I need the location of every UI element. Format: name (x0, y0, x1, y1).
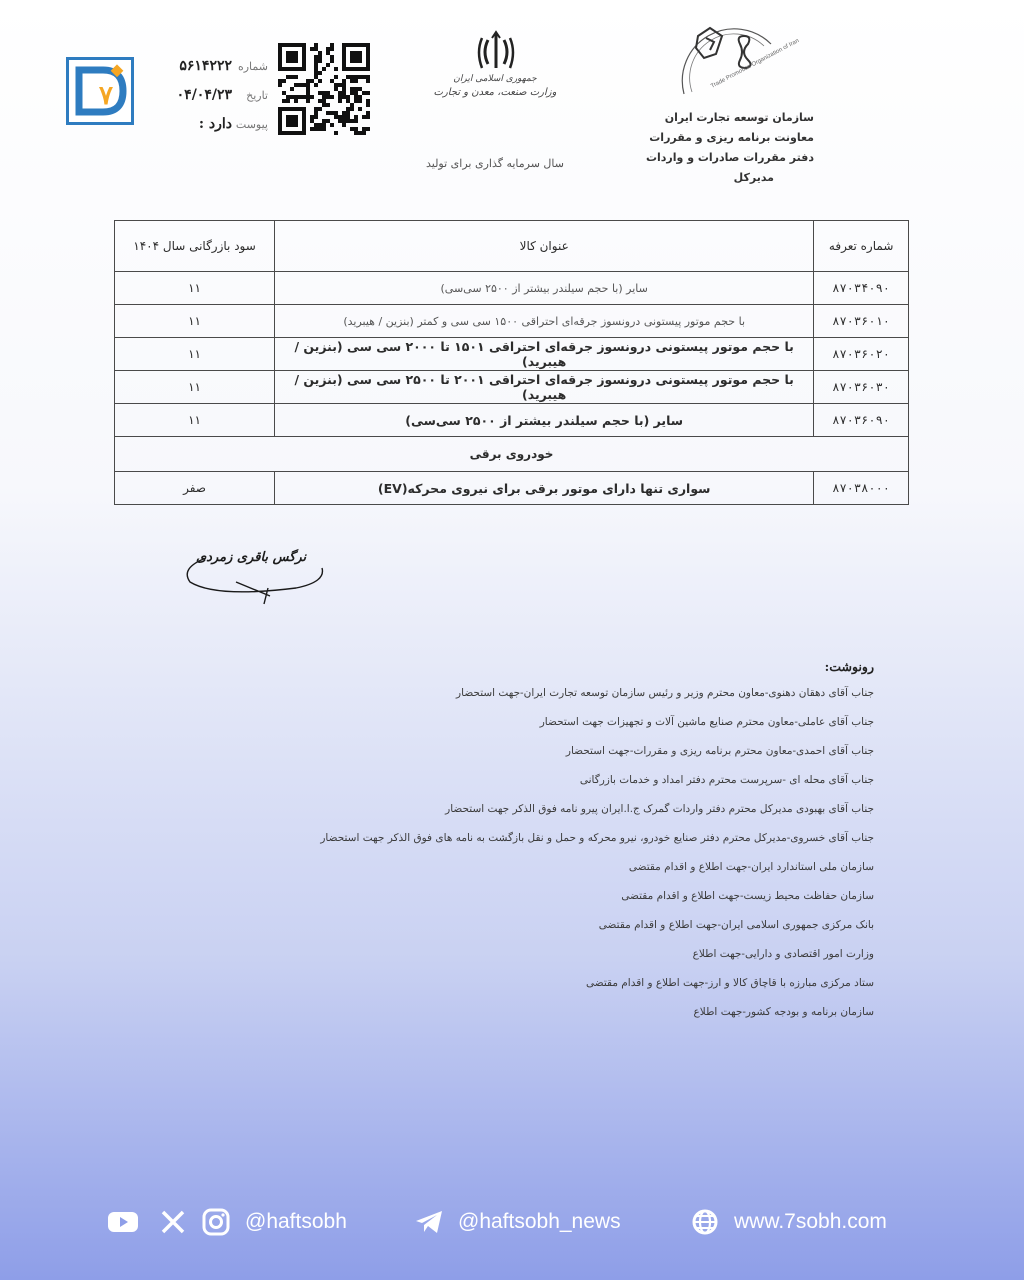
tariff-code: ۸۷۰۳۶۰۱۰ (814, 305, 909, 338)
letter-number-row (150, 58, 268, 87)
letter-date-label: تاریخ (246, 89, 268, 102)
table-header-row (115, 221, 909, 272)
svg-text:۷: ۷ (99, 80, 113, 110)
cc-item: ستاد مرکزی مبارزه با قاچاق کالا و ارز-جهت اطلاع و اقدام مقتضی (585, 977, 874, 989)
table-row (115, 272, 909, 305)
goods-title: با حجم موتور پیستونی درونسوز جرقه‌ای احتراقی ۱۵۰۰ سی سی و کمتر (بنزین / هیبرید) (275, 305, 814, 338)
goods-title: سایر (با حجم سیلندر بیشتر از ۲۵۰۰ سی‌سی) (275, 404, 814, 437)
tariff-code: ۸۷۰۳۶۰۳۰ (814, 371, 909, 404)
instagram-link[interactable] (201, 1200, 347, 1244)
x-link[interactable] (158, 1200, 188, 1244)
goods-title: با حجم موتور پیستونی درونسوز جرقه‌ای احتراقی ۱۵۰۱ تا ۲۰۰۰ سی سی (بنزین / هیبرید) (275, 338, 814, 371)
letter-attachment-row (150, 116, 268, 145)
ministry-heading (420, 74, 570, 98)
iran-emblem-icon (472, 30, 520, 72)
telegram-handle: @haftsobh_news (458, 1210, 621, 1233)
letter-attachment-value: : دارد (198, 116, 232, 132)
cc-item: جناب آقای عاملی-معاون محترم صنایع ماشین آلات و تجهیزات جهت استحضار (539, 716, 874, 728)
header-commercial-profit: سود بازرگانی سال ۱۴۰۴ (115, 221, 275, 272)
signatory-name: نرگس باقری زمردی (196, 550, 307, 565)
profit-rate: صفر (115, 472, 275, 505)
cc-item: جناب آقای محله ای -سرپرست محترم دفتر امداد و خدمات بازرگانی (579, 774, 874, 786)
cc-item: جناب آقای دهقان دهنوی-معاون محترم وزیر و رئیس سازمان توسعه تجارت ایران-جهت استحضار (456, 687, 874, 699)
signature (176, 538, 336, 608)
tariff-code: ۸۷۰۳۴۰۹۰ (814, 272, 909, 305)
cc-item: سازمان برنامه و بودجه کشور-جهت اطلاع (693, 1006, 874, 1018)
tariff-code: ۸۷۰۳۶۰۹۰ (814, 404, 909, 437)
table-row (115, 338, 909, 371)
publisher-logo (66, 57, 134, 125)
social-handle: @haftsobh (245, 1210, 347, 1233)
goods-title: سایر (با حجم سیلندر بیشتر از ۲۵۰۰ سی‌سی) (275, 272, 814, 305)
cc-title: رونوشت: (824, 659, 874, 674)
org-line-2: معاونت برنامه ریزی و مقررات (649, 131, 814, 144)
telegram-icon (414, 1207, 444, 1237)
seal-text: Trade Promotion Organization of Iran (710, 38, 801, 90)
website-link[interactable] (690, 1200, 887, 1244)
organization-heading (640, 108, 814, 188)
letter-metadata (150, 58, 268, 145)
table-row (115, 371, 909, 404)
org-line-1: سازمان توسعه تجارت ایران (664, 111, 814, 124)
header-tariff-code: شماره تعرفه (814, 221, 909, 272)
qr-code (278, 43, 370, 135)
tariff-code: ۸۷۰۳۶۰۲۰ (814, 338, 909, 371)
profit-rate: ۱۱ (115, 305, 275, 338)
header-goods-title: عنوان کالا (275, 221, 814, 272)
goods-title: سواری تنها دارای موتور برقی برای نیروی محرکه(EV) (275, 472, 814, 505)
globe-icon (690, 1207, 720, 1237)
ministry-line-2: وزارت صنعت، معدن و تجارت (433, 87, 557, 98)
cc-item: جناب آقای خسروی-مدیرکل محترم دفتر صنایع خودرو، نیرو محرکه و حمل و نقل بازگشت به نامه های فوق الذکر جهت استحضار (320, 832, 874, 844)
letter-number-value: ۵۶۱۴۲۲۲ (179, 58, 232, 74)
table-row (115, 305, 909, 338)
x-icon (158, 1207, 188, 1237)
cc-item: وزارت امور اقتصادی و دارایی-جهت اطلاع (692, 948, 874, 960)
youtube-icon (108, 1207, 138, 1237)
cc-list (170, 659, 874, 1032)
org-line-4: مدیرکل (733, 171, 774, 184)
cc-item: سازمان ملی استاندارد ایران-جهت اطلاع و اقدام مقتضی (628, 861, 874, 873)
section-row-electric (115, 437, 909, 472)
profit-rate: ۱۱ (115, 338, 275, 371)
social-footer (0, 1200, 1024, 1244)
profit-rate: ۱۱ (115, 272, 275, 305)
organization-seal-icon (676, 14, 801, 106)
letter-date-value: ۰۴/۰۴/۲۳ (176, 87, 232, 103)
telegram-link[interactable] (414, 1200, 621, 1244)
cc-item: جناب آقای احمدی-معاون محترم برنامه ریزی و مقررات-جهت استحضار (565, 745, 874, 757)
letter-attachment-label: پیوست (235, 118, 268, 131)
tariff-table (114, 220, 909, 505)
letter-date-row (150, 87, 268, 116)
profit-rate: ۱۱ (115, 404, 275, 437)
cc-item: جناب آقای بهبودی مدیرکل محترم دفتر واردات گمرک ج.ا.ایران پیرو نامه فوق الذکر جهت استحضار (445, 803, 874, 815)
ministry-line-1: جمهوری اسلامی ایران (453, 74, 537, 84)
website-url: www.7sobh.com (734, 1210, 887, 1233)
table-row (115, 404, 909, 437)
youtube-link[interactable] (108, 1200, 138, 1244)
section-label: خودروی برقی (115, 437, 909, 472)
profit-rate: ۱۱ (115, 371, 275, 404)
cc-item: بانک مرکزی جمهوری اسلامی ایران-جهت اطلاع و اقدام مقتضی (598, 919, 874, 931)
instagram-icon (201, 1207, 231, 1237)
letter-number-label: شماره (237, 60, 268, 73)
table-row (115, 472, 909, 505)
org-line-3: دفتر مقررات صادرات و واردات (645, 151, 814, 164)
year-slogan: سال سرمایه گذاری برای تولید (425, 157, 564, 170)
cc-item: سازمان حفاظت محیط زیست-جهت اطلاع و اقدام مقتضی (621, 890, 874, 902)
goods-title: با حجم موتور پیستونی درونسوز جرقه‌ای احتراقی ۲۰۰۱ تا ۲۵۰۰ سی سی (بنزین / هیبرید) (275, 371, 814, 404)
tariff-code: ۸۷۰۳۸۰۰۰ (814, 472, 909, 505)
